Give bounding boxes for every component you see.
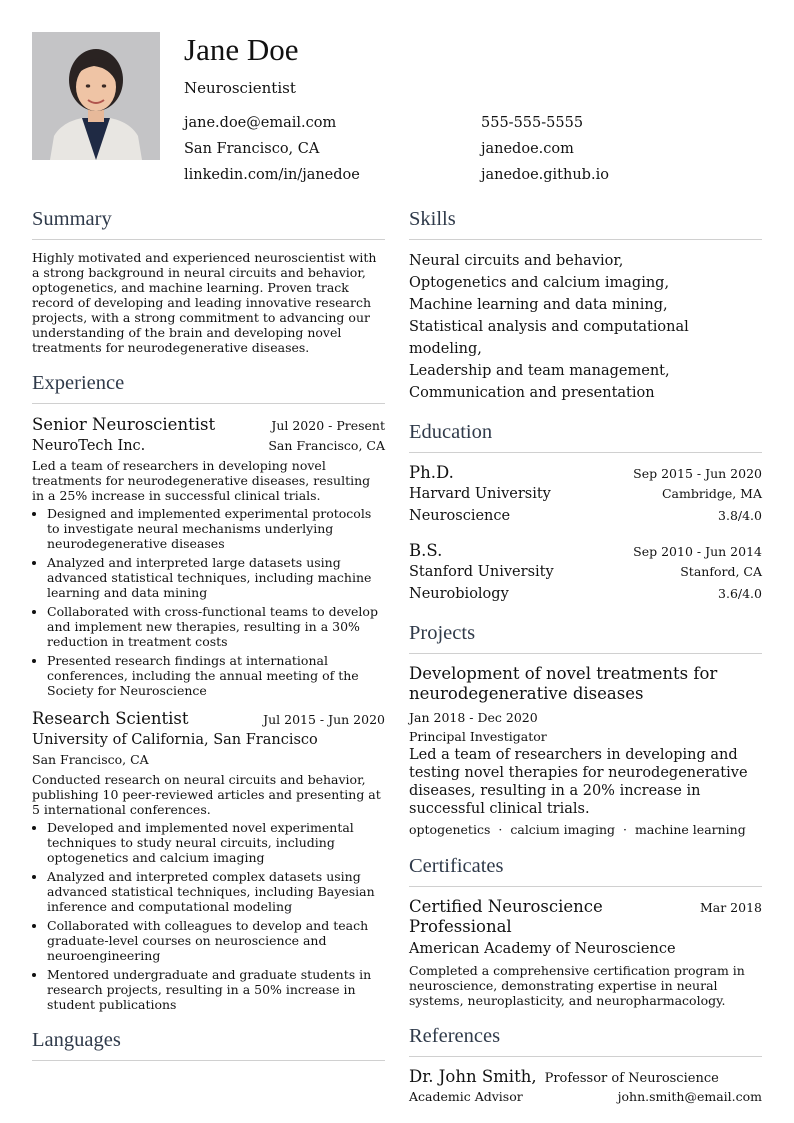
edu-school: Stanford University xyxy=(409,564,554,580)
edu-gpa: 3.8/4.0 xyxy=(718,508,762,523)
edu-location: Cambridge, MA xyxy=(661,486,762,501)
summary-heading: Summary xyxy=(32,205,385,240)
reference-name: Dr. John Smith, xyxy=(409,1067,537,1086)
skills-heading: Skills xyxy=(409,205,762,240)
candidate-name: Jane Doe xyxy=(184,32,299,67)
job-bullet: • Mentored undergraduate and graduate students in research projects, resulting in a 50% increase in student publications xyxy=(47,967,385,1012)
reference-email[interactable]: john.smith@email.com xyxy=(617,1089,762,1104)
edu-degree: Ph.D. xyxy=(409,463,454,482)
skill-item: Machine learning and data mining, xyxy=(409,297,668,313)
skill-item: Optogenetics and calcium imaging, xyxy=(409,275,670,291)
certificates-heading: Certificates xyxy=(409,852,762,887)
references-heading: References xyxy=(409,1022,762,1057)
project-name: Development of novel treatments for neurodegenerative diseases xyxy=(409,664,718,703)
project-entry xyxy=(409,664,762,838)
project-description: Led a team of researchers in developing and testing novel therapies for neurodegenerative diseases, resulting in a 20% increase in successful clinical trials. xyxy=(409,747,748,817)
job-dates: Jul 2020 - Present xyxy=(271,418,385,433)
contact-location: San Francisco, CA xyxy=(184,141,320,157)
job-bullet: • Analyzed and interpreted large datasets using advanced statistical techniques, including machine learning and data mining xyxy=(47,555,385,600)
candidate-title: Neuroscientist xyxy=(184,79,296,97)
edu-dates: Sep 2015 - Jun 2020 xyxy=(633,466,762,481)
education-heading: Education xyxy=(409,418,762,453)
job-role: Senior Neuroscientist xyxy=(32,415,216,434)
reference-relation: Academic Advisor xyxy=(409,1089,523,1104)
edu-field: Neurobiology xyxy=(409,586,509,602)
experience-entry xyxy=(32,414,385,698)
skill-item: Leadership and team management, xyxy=(409,363,670,379)
education-entry xyxy=(409,463,762,527)
job-bullet: • Analyzed and interpreted complex datasets using advanced statistical techniques, including Bayesian inference and computational modeling xyxy=(47,869,385,914)
job-company: University of California, San Francisco xyxy=(32,732,318,748)
job-bullet: • Designed and implemented experimental protocols to investigate neural mechanisms underlying neurodegenerative diseases xyxy=(47,506,385,551)
contact-linkedin[interactable]: linkedin.com/in/janedoe xyxy=(184,167,360,183)
job-bullet: • Collaborated with colleagues to develop and teach graduate-level courses on neuroscience and neuroengineering xyxy=(47,918,385,963)
job-bullet: • Presented research findings at international conferences, including the annual meeting of the Society for Neuroscience xyxy=(47,653,385,698)
keyword-separator: · xyxy=(498,822,503,837)
skill-item: Neural circuits and behavior, xyxy=(409,253,624,269)
edu-dates: Sep 2010 - Jun 2014 xyxy=(633,544,762,559)
certificate-issuer: American Academy of Neuroscience xyxy=(409,941,676,957)
certificate-entry xyxy=(409,897,762,1008)
reference-entry xyxy=(409,1067,762,1104)
edu-degree: B.S. xyxy=(409,541,443,560)
summary-text: Highly motivated and experienced neuroscientist with a strong background in neural circuits and behavior, optogenetics, and machine learning. Proven track record of developing and leading innovative research projects, with a strong commitment to advancing our understanding of the brain and developing novel treatments for neurodegenerative diseases. xyxy=(32,250,377,355)
project-role: Principal Investigator xyxy=(409,729,547,744)
job-dates: Jul 2015 - Jun 2020 xyxy=(263,712,385,727)
project-keywords xyxy=(409,822,762,838)
job-location: San Francisco, CA xyxy=(268,438,385,453)
edu-school: Harvard University xyxy=(409,486,551,502)
project-keyword: machine learning xyxy=(635,822,746,837)
contact-phone[interactable]: 555-555-5555 xyxy=(481,115,584,131)
contact-github[interactable]: janedoe.github.io xyxy=(481,167,609,183)
reference-position: Professor of Neuroscience xyxy=(544,1071,719,1086)
skills-list xyxy=(409,250,762,404)
skill-item: Communication and presentation xyxy=(409,385,655,401)
contact-website[interactable]: janedoe.com xyxy=(481,141,574,157)
certificate-description: Completed a comprehensive certification program in neuroscience, demonstrating expertise in neural systems, neuroplasticity, and neuropharmacology. xyxy=(409,963,745,1008)
contact-email[interactable]: jane.doe@email.com xyxy=(184,115,337,131)
education-entry xyxy=(409,541,762,605)
certificate-date: Mar 2018 xyxy=(699,900,762,915)
job-bullet: • Collaborated with cross-functional teams to develop and implement new therapies, resulting in a 30% reduction in treatment costs xyxy=(47,604,385,649)
edu-field: Neuroscience xyxy=(409,508,511,524)
languages-heading: Languages xyxy=(32,1026,385,1061)
edu-location: Stanford, CA xyxy=(680,564,762,579)
job-company: NeuroTech Inc. xyxy=(32,438,146,454)
job-summary: Conducted research on neural circuits and behavior, publishing 10 peer-reviewed articles and presenting at 5 international conferences. xyxy=(32,772,381,817)
job-bullets xyxy=(32,506,385,698)
project-dates: Jan 2018 - Dec 2020 xyxy=(409,710,538,725)
projects-heading: Projects xyxy=(409,619,762,654)
profile-photo xyxy=(32,32,160,160)
right-column xyxy=(409,205,762,1104)
certificate-name: Certified Neuroscience Professional xyxy=(409,897,603,936)
job-summary: Led a team of researchers in developing novel treatments for neurodegenerative diseases, resulting in a 25% increase in successful clinical trials. xyxy=(32,458,371,503)
project-keyword: optogenetics xyxy=(409,822,491,837)
skill-item: Statistical analysis and computational modeling, xyxy=(409,319,689,357)
left-column xyxy=(32,205,385,1071)
job-bullet: • Developed and implemented novel experimental techniques to study neural circuits, including optogenetics and calcium imaging xyxy=(47,820,385,865)
job-location: San Francisco, CA xyxy=(32,752,149,767)
keyword-separator: · xyxy=(623,822,628,837)
project-keyword: calcium imaging xyxy=(510,822,616,837)
profile-photo-illustration xyxy=(32,32,160,160)
job-bullets xyxy=(32,820,385,1012)
edu-gpa: 3.6/4.0 xyxy=(718,586,762,601)
job-role: Research Scientist xyxy=(32,709,189,728)
experience-heading: Experience xyxy=(32,369,385,404)
experience-entry xyxy=(32,708,385,1012)
